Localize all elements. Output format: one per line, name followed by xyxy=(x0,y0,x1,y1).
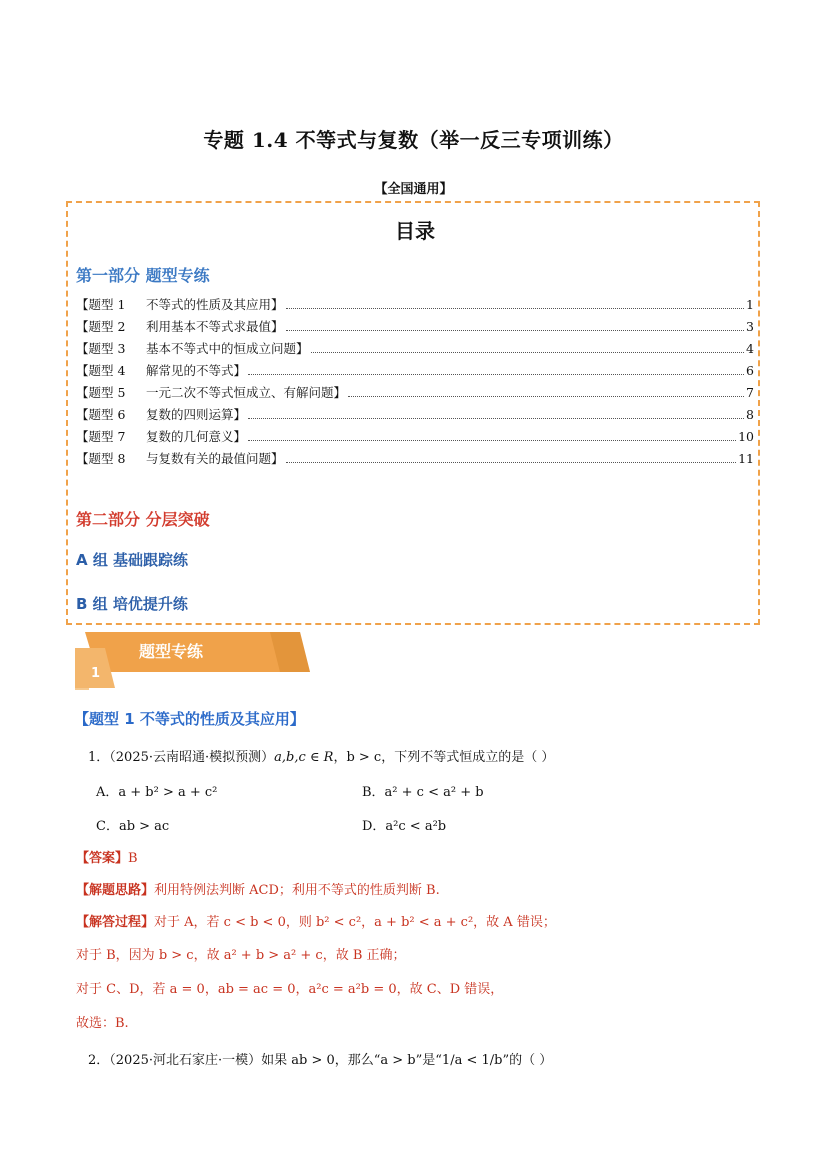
toc-item-page: 3 xyxy=(746,319,754,334)
toc-item-code: 【题型 1 xyxy=(76,297,126,312)
toc-item[interactable] xyxy=(76,405,754,427)
q1-option-b[interactable]: B．a² + c < a² + b xyxy=(362,785,484,800)
toc-part2-heading: 第二部分 分层突破 xyxy=(76,510,210,529)
toc-item-label: 不等式的性质及其应用】 xyxy=(146,297,284,312)
toc-item-page: 10 xyxy=(738,429,754,444)
q1-idea xyxy=(76,879,440,898)
page-title: 专题 1.4 不等式与复数（举一反三专项训练） xyxy=(203,128,624,152)
banner-number: 1 xyxy=(91,666,101,681)
q1-option-d[interactable]: D．a²c < a²b xyxy=(362,819,447,834)
q1-idea-label: 【解题思路】 xyxy=(76,883,155,898)
toc-part1-heading: 第一部分 题型专练 xyxy=(76,266,210,285)
toc-leader-dots xyxy=(248,408,744,419)
q1-process-line1: 对于 A，若 c < b < 0，则 b² < c²，a + b² < a + c²，故 A 错误； xyxy=(154,915,556,930)
q1-process xyxy=(76,911,556,930)
q1-in: ∈ xyxy=(305,750,324,765)
toc-item-label: 基本不等式中的恒成立问题】 xyxy=(146,341,309,356)
toc-item-page: 7 xyxy=(746,385,754,400)
toc-item[interactable] xyxy=(76,295,754,317)
toc-item-page: 1 xyxy=(746,297,754,312)
toc-leader-dots xyxy=(286,298,745,309)
table-of-contents xyxy=(66,201,760,625)
q1-stem: ，下列不等式恒成立的是（ ） xyxy=(381,750,555,765)
toc-item-page: 4 xyxy=(746,341,754,356)
toc-leader-dots xyxy=(311,342,745,353)
page-subtitle: 【全国通用】 xyxy=(374,182,453,197)
toc-item-label: 复数的几何意义】 xyxy=(146,429,247,444)
q1-prefix: 1．（2025·云南昭通·模拟预测） xyxy=(88,750,275,765)
toc-item[interactable] xyxy=(76,383,754,405)
q1-answer-value: B xyxy=(128,851,138,866)
toc-item[interactable] xyxy=(76,339,754,361)
toc-item-label: 利用基本不等式求最值】 xyxy=(146,319,284,334)
q1-process-line4: 故选：B. xyxy=(76,1016,129,1031)
toc-item-label: 与复数有关的最值问题】 xyxy=(146,451,284,466)
toc-item-page: 11 xyxy=(738,451,754,466)
toc-item[interactable] xyxy=(76,361,754,383)
toc-item[interactable] xyxy=(76,449,754,471)
toc-item[interactable] xyxy=(76,427,754,449)
q1-option-c[interactable]: C．ab > ac xyxy=(96,819,170,834)
toc-group-b[interactable]: B 组 培优提升练 xyxy=(76,595,188,613)
q1-answer-label: 【答案】 xyxy=(76,851,129,866)
toc-leader-dots xyxy=(286,320,745,331)
question-2-stem: 2．（2025·河北石家庄·一模）如果 ab > 0，那么“a > b”是“1/a < 1/b”的（ ） xyxy=(88,1053,553,1068)
toc-item[interactable] xyxy=(76,317,754,339)
toc-item-code: 【题型 6 xyxy=(76,407,126,422)
toc-list xyxy=(76,295,754,471)
toc-leader-dots xyxy=(248,364,744,375)
toc-leader-dots xyxy=(248,430,736,441)
q1-set: R xyxy=(323,750,334,765)
toc-heading: 目录 xyxy=(395,219,435,243)
toc-item-code: 【题型 2 xyxy=(76,319,126,334)
toc-leader-dots xyxy=(286,452,737,463)
banner-title: 题型专练 xyxy=(139,642,204,661)
toc-item-page: 8 xyxy=(746,407,754,422)
q1-vars: a,b,c xyxy=(274,750,306,765)
toc-leader-dots xyxy=(348,386,744,397)
section-heading: 【题型 1 不等式的性质及其应用】 xyxy=(74,710,305,728)
toc-item-page: 6 xyxy=(746,363,754,378)
q1-idea-text: 利用特例法判断 ACD；利用不等式的性质判断 B. xyxy=(154,883,440,898)
toc-item-code: 【题型 5 xyxy=(76,385,126,400)
toc-item-label: 一元二次不等式恒成立、有解问题】 xyxy=(146,385,347,400)
q1-cond: ，b > c xyxy=(333,750,382,765)
section-banner xyxy=(75,628,315,690)
toc-group-a[interactable]: A 组 基础跟踪练 xyxy=(76,551,189,569)
toc-item-label: 解常见的不等式】 xyxy=(146,363,247,378)
toc-item-label: 复数的四则运算】 xyxy=(146,407,247,422)
q1-process-label: 【解答过程】 xyxy=(76,915,155,930)
question-1-stem xyxy=(88,746,554,765)
toc-item-code: 【题型 7 xyxy=(76,429,126,444)
q1-process-line3: 对于 C、D，若 a = 0，ab = ac = 0，a²c = a²b = 0，故 C、D 错误， xyxy=(76,982,504,997)
q1-process-line2: 对于 B，因为 b > c，故 a² + b > a² + c，故 B 正确； xyxy=(76,948,406,963)
toc-item-code: 【题型 8 xyxy=(76,451,126,466)
toc-item-code: 【题型 3 xyxy=(76,341,126,356)
toc-item-code: 【题型 4 xyxy=(76,363,126,378)
q1-answer xyxy=(76,847,138,866)
q1-option-a[interactable]: A．a + b² > a + c² xyxy=(96,785,218,800)
